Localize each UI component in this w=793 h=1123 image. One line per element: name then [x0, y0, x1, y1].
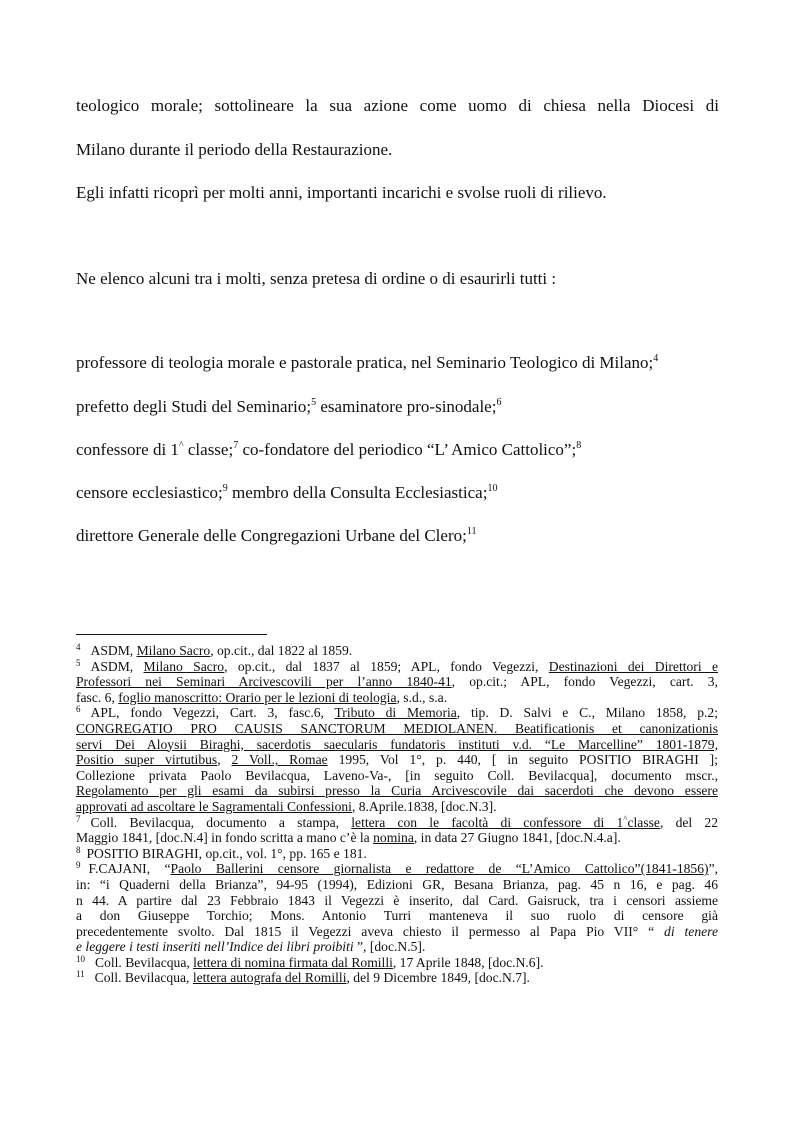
footnote-number: 4 [76, 642, 81, 652]
footnote-title: Tributo di Memoria [334, 705, 457, 721]
role-text: classe; [183, 440, 234, 459]
footnote-text: , 17 Aprile 1848, [doc.N.6]. [392, 954, 544, 970]
role-professore [76, 353, 658, 373]
footnote-4 [76, 643, 718, 659]
footnote-text: , del 22 [659, 814, 718, 830]
footnote-title: Professori nei Seminari Arcivescovili per l’anno 1840-41 [76, 674, 452, 690]
footnote-text: , op.cit., dal 1822 al 1859. [210, 643, 353, 658]
footnote-6-cont: Collezione privata Paolo Bevilacqua, Laveno-Va-, [in seguito Coll. Bevilacqua], documento mscr., [76, 767, 718, 783]
footnote-title [351, 815, 660, 830]
body-line-3: Egli infatti ricoprì per molti anni, importanti incarichi e svolse ruoli di rilievo. [76, 183, 607, 202]
footnote-title: Paolo Ballerini censore giornalista e redattore de “L’Amico Cattolico”(1841-1856) [170, 861, 709, 877]
role-censore [76, 483, 497, 503]
role-text: direttore Generale delle Congregazioni Urbane del Clero; [76, 526, 467, 545]
footnote-8 [76, 846, 718, 862]
footnote-ref: 6 [496, 397, 502, 408]
footnote-text: fasc. 6, [76, 689, 119, 705]
footnote-title: 2 Voll., Romae [231, 752, 328, 768]
footnote-text: , 8.Aprile.1838, [doc.N.3]. [351, 798, 497, 814]
role-text: membro della Consulta Ecclesiastica; [227, 483, 488, 502]
footnote-title: lettera autografa del Romilli [192, 970, 347, 986]
footnote-5-cont [76, 674, 718, 690]
footnote-text: Coll. Bevilacqua, [94, 970, 193, 986]
footnote-9-cont: in: “i Quaderni della Brianza”, 94-95 (1994), Edizioni GR, Besana Brianza, pag. 45 n 16, e pag. 46 [76, 876, 718, 892]
footnote-11 [76, 970, 718, 986]
footnote-9-cont: a don Giuseppe Torchio; Mons. Antonio Turri manteneva il suo ruolo di censore già [76, 908, 718, 924]
footnote-number: 7 [76, 814, 81, 824]
footnote-quote: di tenere [664, 923, 718, 939]
role-text: confessore di 1 [76, 440, 179, 459]
role-direttore [76, 526, 476, 546]
footnote-ref: 4 [653, 353, 659, 364]
footnote-ref: 7 [233, 440, 239, 451]
footnote-number: 11 [76, 969, 85, 980]
footnote-number: 9 [76, 861, 81, 871]
footnote-ref: 9 [222, 483, 228, 494]
footnote-text: , s.d., s.a. [396, 689, 448, 705]
footnote-6-cont: servi Dei Aloysii Biraghi, sacerdotis saecularis fundatoris instituti v.d. “Le Marcelline” 1801-1879, [76, 736, 718, 752]
footnote-text: F.CAJANI, “ [88, 861, 171, 877]
footnote-title: lettera di nomina firmata dal Romilli [193, 954, 393, 970]
footnote-6-cont [76, 752, 718, 768]
footnote-number: 10 [76, 953, 85, 964]
footnote-ref: 10 [487, 483, 498, 494]
footnote-text: ASDM, [90, 643, 137, 658]
footnote-text: Coll. Bevilacqua, [95, 954, 194, 970]
footnote-title: Milano Sacro [143, 658, 225, 674]
footnote-title: nomina [373, 830, 414, 846]
footnote-7 [76, 815, 718, 831]
footnote-title: Positio super virtutibus [76, 752, 218, 768]
superscript-caret: ^ [178, 440, 184, 451]
footnote-separator [76, 634, 267, 635]
footnote-6-cont: Regolamento per gli esami da subirsi presso la Curia Arcivescovile dai sacerdoti che devono essere [76, 783, 718, 799]
body-line-2: Milano durante il periodo della Restaurazione. [76, 140, 393, 159]
footnote-title: Destinazioni dei Direttori e [548, 658, 718, 674]
footnote-9 [76, 861, 718, 877]
footnote-text: ”, [708, 861, 718, 877]
footnote-number: 6 [76, 705, 81, 715]
footnote-text: , op.cit.; APL, fondo Vegezzi, cart. 3, [451, 674, 718, 690]
footnote-text: Coll. Bevilacqua, documento a stampa, [90, 814, 352, 830]
footnote-ref: 5 [311, 397, 317, 408]
footnote-number: 5 [76, 658, 81, 668]
body-line-1: teologico morale; sottolineare la sua azione come uomo di chiesa nella Diocesi di [76, 96, 719, 115]
footnote-text: Maggio 1841, [doc.N.4] in fondo scritta a mano c’è la [76, 830, 374, 846]
footnote-text: APL, fondo Vegezzi, Cart. 3, fasc.6, [90, 705, 335, 721]
footnote-quote: e leggere i testi inseriti nell’Indice dei libri proibiti [76, 939, 354, 955]
footnote-text: ”, [doc.N.5]. [353, 939, 426, 955]
role-text: esaminatore pro-sinodale; [316, 397, 497, 416]
footnote-text: , [217, 752, 232, 768]
footnote-9-cont [76, 924, 718, 940]
footnote-text: , op.cit., dal 1837 al 1859; APL, fondo Vegezzi, [224, 658, 549, 674]
footnote-9-cont: n 44. A partire dal 23 Febbraio 1843 il Vegezzi è inserito, dal Card. Gaisruck, tra i censori assieme [76, 892, 718, 908]
footnote-title: approvati ad ascoltare le Sagramentali Confessioni [76, 798, 352, 814]
footnote-title-part: classe [627, 814, 660, 830]
footnote-9-cont [76, 939, 718, 955]
footnote-text: precedentemente svolto. Dal 1815 il Vegezzi aveva chiesto il permesso al Papa Pio VII° “ [76, 923, 665, 939]
footnote-5 [76, 659, 718, 675]
footnote-text: , in data 27 Giugno 1841, [doc.N.4.a]. [413, 830, 621, 846]
footnote-text: POSITIO BIRAGHI, op.cit., vol. 1°, pp. 165 e 181. [86, 845, 367, 861]
footnote-10 [76, 955, 718, 971]
role-prefetto [76, 397, 501, 417]
superscript-caret: ^ [623, 814, 628, 824]
role-text: professore di teologia morale e pastorale pratica, nel Seminario Teologico di Milano; [76, 353, 654, 372]
footnote-text: , tip. D. Salvi e C., Milano 1858, p.2; [456, 705, 718, 721]
footnote-ref: 8 [576, 440, 582, 451]
role-confessore [76, 440, 581, 460]
footnote-text: , del 9 Dicembre 1849, [doc.N.7]. [346, 970, 530, 986]
footnote-text: 1995, Vol 1°, p. 440, [ in seguito POSITIO BIRAGHI ]; [327, 752, 718, 768]
footnote-title: foglio manoscritto: Orario per le lezioni di teologia [118, 689, 397, 705]
footnote-5-cont [76, 690, 718, 706]
footnotes [76, 643, 718, 986]
footnote-6 [76, 705, 718, 721]
footnote-7-cont [76, 830, 718, 846]
footnote-6-cont [76, 799, 718, 815]
footnote-text: ASDM, [90, 658, 144, 674]
role-text: prefetto degli Studi del Seminario; [76, 397, 312, 416]
footnote-title: Milano Sacro [136, 643, 211, 658]
body-line-4: Ne elenco alcuni tra i molti, senza pretesa di ordine o di esaurirli tutti : [76, 269, 557, 288]
footnote-number: 8 [76, 844, 81, 855]
role-text: censore ecclesiastico; [76, 483, 223, 502]
footnote-ref: 11 [466, 526, 477, 537]
footnote-6-cont: CONGREGATIO PRO CAUSIS SANCTORUM MEDIOLANEN. Beatificationis et canonizationis [76, 720, 718, 736]
footnote-title-part: lettera con le facoltà di confessore di 1 [351, 814, 624, 830]
role-text: co-fondatore del periodico “L’ Amico Cattolico”; [238, 440, 577, 459]
